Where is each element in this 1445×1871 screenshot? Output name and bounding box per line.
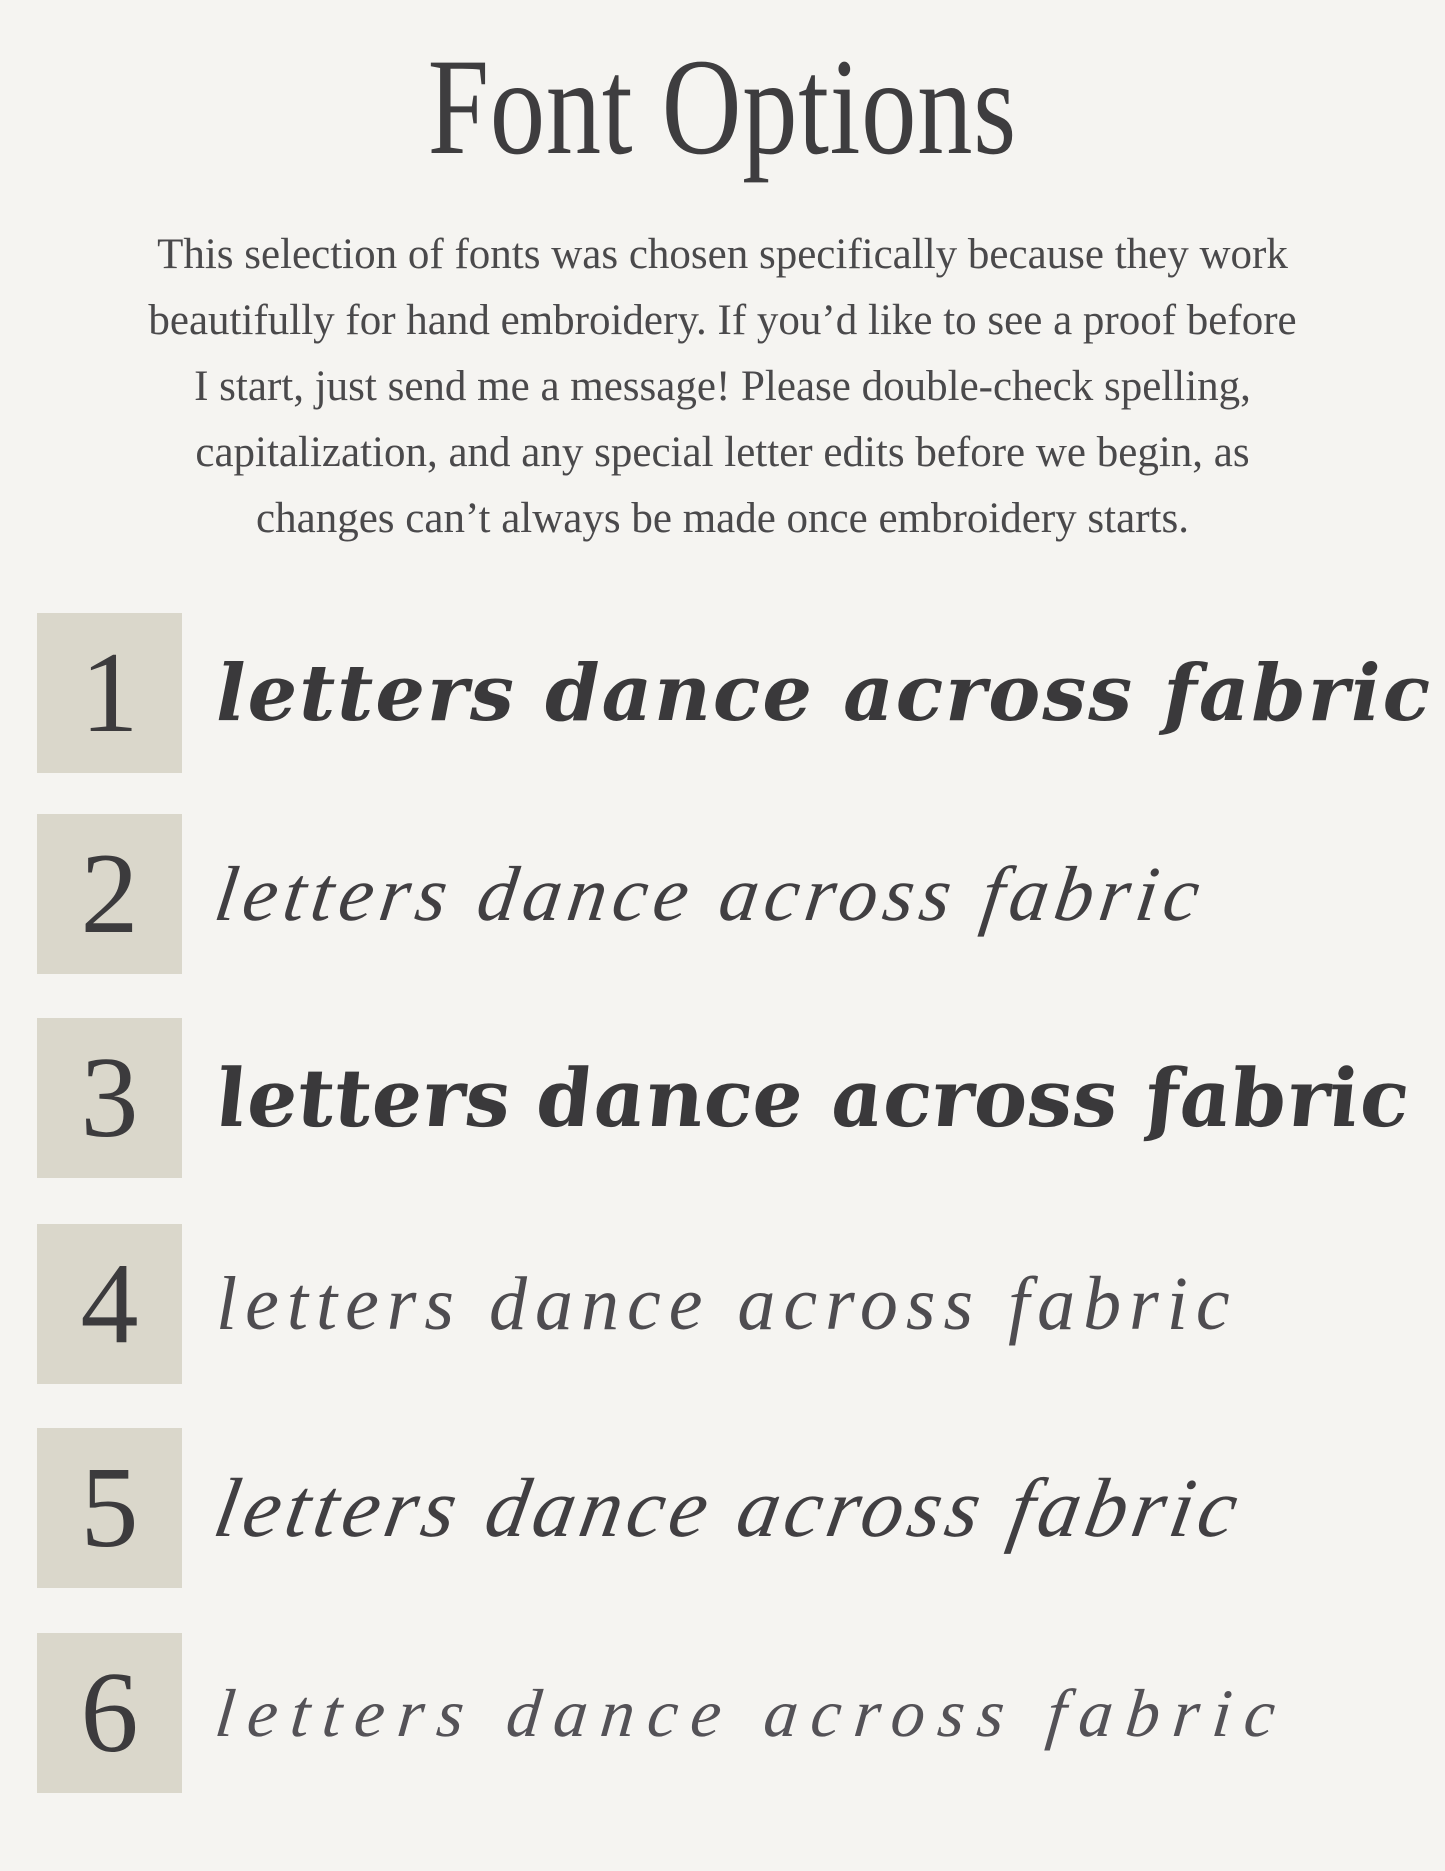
intro-line: changes can’t always be made once embroidery starts. (256, 495, 1189, 542)
font-sample-text: letters dance across fabric (207, 1461, 1250, 1555)
intro-line: This selection of fonts was chosen specifically because they work (157, 231, 1288, 278)
font-sample-text: letters dance across fabric (209, 850, 1211, 937)
font-number-badge (37, 1428, 182, 1588)
font-number-badge (37, 1018, 182, 1178)
font-number: 1 (80, 629, 139, 757)
font-number-badge (37, 1224, 182, 1384)
font-option-row-6 (37, 1633, 1292, 1793)
font-sample-text: letters dance across fabric (216, 1261, 1238, 1346)
intro-line: capitalization, and any special letter edits before we begin, as (195, 429, 1250, 476)
font-number-badge (37, 613, 182, 773)
intro-line: I start, just send me a message! Please double-check spelling, (194, 363, 1251, 410)
font-number: 2 (80, 830, 139, 958)
page-title (0, 30, 1445, 183)
font-sample-text: letters dance across fabric (211, 1051, 1413, 1145)
page-title-text: Font Options (427, 30, 1018, 183)
font-option-row-5 (37, 1428, 1250, 1588)
intro-line: beautifully for hand embroidery. If you’d like to see a proof before (148, 297, 1297, 344)
font-option-row-3 (37, 1018, 1413, 1178)
font-option-row-2 (37, 814, 1211, 974)
font-sample-text: letters dance across fabric (212, 1674, 1292, 1751)
font-number: 4 (80, 1240, 139, 1368)
font-option-row-4 (37, 1224, 1238, 1384)
font-number-badge (37, 814, 182, 974)
font-number-badge (37, 1633, 182, 1793)
font-sample-text: letters dance across fabric (216, 647, 1433, 739)
font-number: 5 (80, 1444, 139, 1572)
font-number: 6 (80, 1649, 139, 1777)
font-option-row-1 (37, 613, 1432, 773)
font-number: 3 (80, 1034, 139, 1162)
intro-paragraph (0, 222, 1445, 552)
